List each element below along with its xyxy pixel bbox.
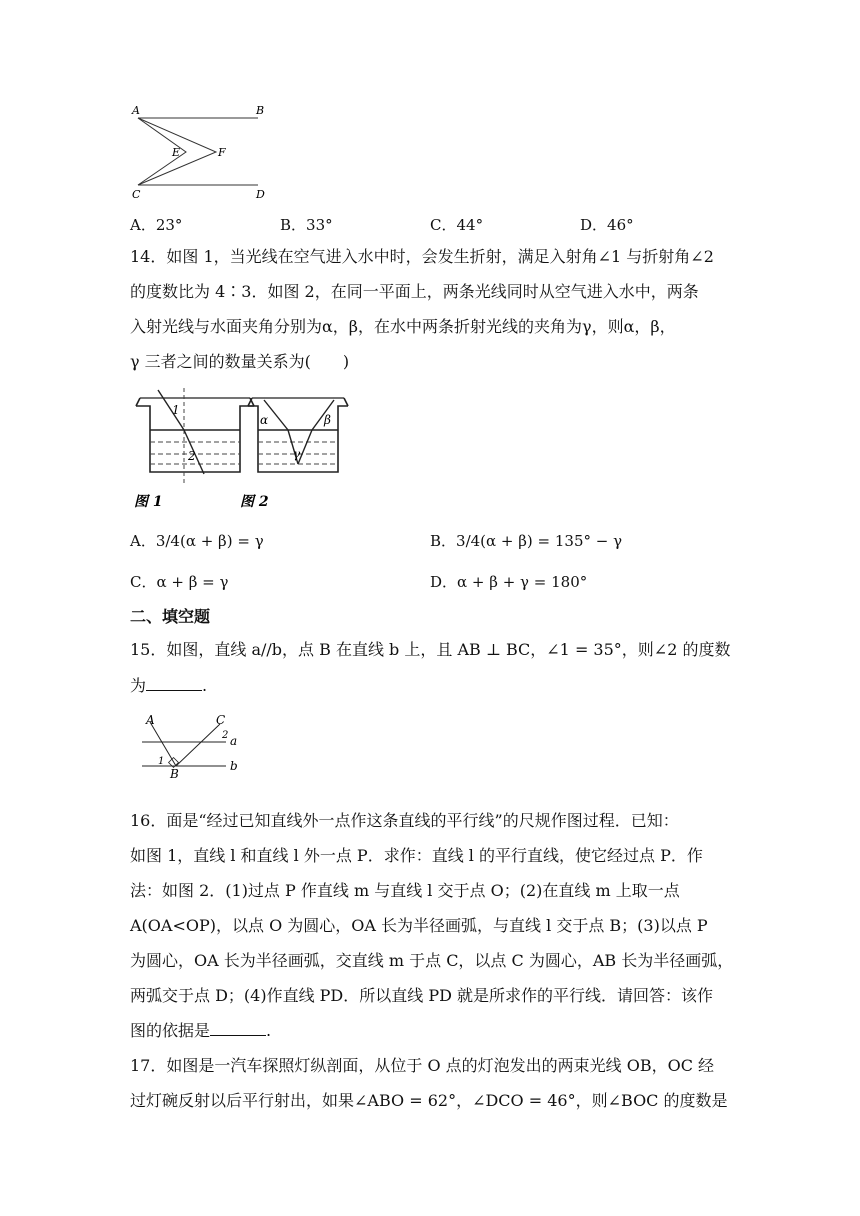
q15-label-line-b: b xyxy=(230,759,238,773)
q13-label-b: B xyxy=(256,104,265,117)
q15-suffix: . xyxy=(202,676,208,695)
q16-line-3: 法：如图 2．(1)过点 P 作直线 m 与直线 l 交于点 O；(2)在直线 m 上取一点 xyxy=(130,881,680,900)
q14-line-1: 14．如图 1，当光线在空气进入水中时，会发生折射，满足入射角∠1 与折射角∠2 xyxy=(130,247,714,266)
q15-label-c: C xyxy=(216,713,226,727)
q16-line-2: 如图 1，直线 l 和直线 l 外一点 P．求作：直线 l 的平行直线，使它经过点 P．作 xyxy=(130,846,703,865)
q13-label-c: C xyxy=(132,188,141,200)
q13-option-a: A．23° xyxy=(130,216,183,234)
q16-answer-blank xyxy=(210,1021,266,1036)
q14-line-3: 入射光线与水面夹角分别为α，β，在水中两条折射光线的夹角为γ，则α，β， xyxy=(130,317,676,336)
q14-angle-2: 2 xyxy=(188,449,196,463)
q15-line-1: 15．如图，直线 a//b，点 B 在直线 b 上，且 AB ⊥ BC，∠1 = 35°，则∠2 的度数 xyxy=(130,640,731,659)
q14-fig1-caption: 图 1 xyxy=(134,494,163,510)
q13-figure xyxy=(128,100,268,200)
q15-label-line-a: a xyxy=(230,734,238,748)
q14-angle-1: 1 xyxy=(172,403,180,417)
q16-line-7 xyxy=(130,1021,271,1041)
q14-figure xyxy=(130,384,360,510)
q14-gamma: γ xyxy=(293,447,301,461)
q14-option-b: B．3/4(α + β) = 135° − γ xyxy=(430,532,623,550)
q15-angle-1: 1 xyxy=(158,756,165,767)
q14-alpha: α xyxy=(260,413,269,427)
section-title: 二、填空题 xyxy=(130,607,211,626)
q16-line-1: 16．面是“经过已知直线外一点作这条直线的平行线”的尺规作图过程．已知： xyxy=(130,811,679,830)
q13-option-c: C．44° xyxy=(430,216,484,234)
q14-option-c: C．α + β = γ xyxy=(130,573,229,591)
q17-line-2: 过灯碗反射以后平行射出，如果∠ABO = 62°，∠DCO = 46°，则∠BOC 的度数是 xyxy=(130,1091,728,1110)
q13-label-a: A xyxy=(132,104,140,117)
q13-label-d: D xyxy=(256,188,265,200)
q15-angle-2: 2 xyxy=(222,730,229,741)
q16-line-5: 为圆心，OA 长为半径画弧，交直线 m 于点 C，以点 C 为圆心，AB 长为半径画弧， xyxy=(130,951,734,970)
q17-line-1: 17．如图是一汽车探照灯纵剖面，从位于 O 点的灯泡发出的两束光线 OB，OC 经 xyxy=(130,1056,715,1075)
q14-option-d: D．α + β + γ = 180° xyxy=(430,573,588,591)
q15-answer-blank xyxy=(146,676,202,691)
q13-option-b: B．33° xyxy=(280,216,333,234)
q15-label-a: A xyxy=(146,713,155,727)
q13-label-f: F xyxy=(218,146,226,159)
q16-suffix: . xyxy=(266,1021,272,1040)
q13-label-e: E xyxy=(172,146,181,159)
q15-line-2-text: 为 xyxy=(130,676,147,695)
q15-line-2 xyxy=(130,676,207,696)
q14-beta: β xyxy=(324,413,331,427)
q14-line-2: 的度数比为 4∶3．如图 2，在同一平面上，两条光线同时从空气进入水中，两条 xyxy=(130,282,699,301)
q15-label-b: B xyxy=(170,767,179,780)
q16-line-4: A(OA<OP)，以点 O 为圆心，OA 长为半径画弧，与直线 l 交于点 B；(3)以点 P xyxy=(130,916,708,935)
q14-option-a: A．3/4(α + β) = γ xyxy=(130,532,264,550)
q14-line-4: γ 三者之间的数量关系为( ) xyxy=(130,352,350,371)
q13-option-d: D．46° xyxy=(580,216,634,234)
q16-line-6: 两弧交于点 D；(4)作直线 PD．所以直线 PD 就是所求作的平行线．请回答：该作 xyxy=(130,986,714,1005)
q16-line-7-text: 图的依据是 xyxy=(130,1021,211,1040)
q14-fig2-caption: 图 2 xyxy=(240,494,269,510)
q15-figure xyxy=(138,712,248,780)
